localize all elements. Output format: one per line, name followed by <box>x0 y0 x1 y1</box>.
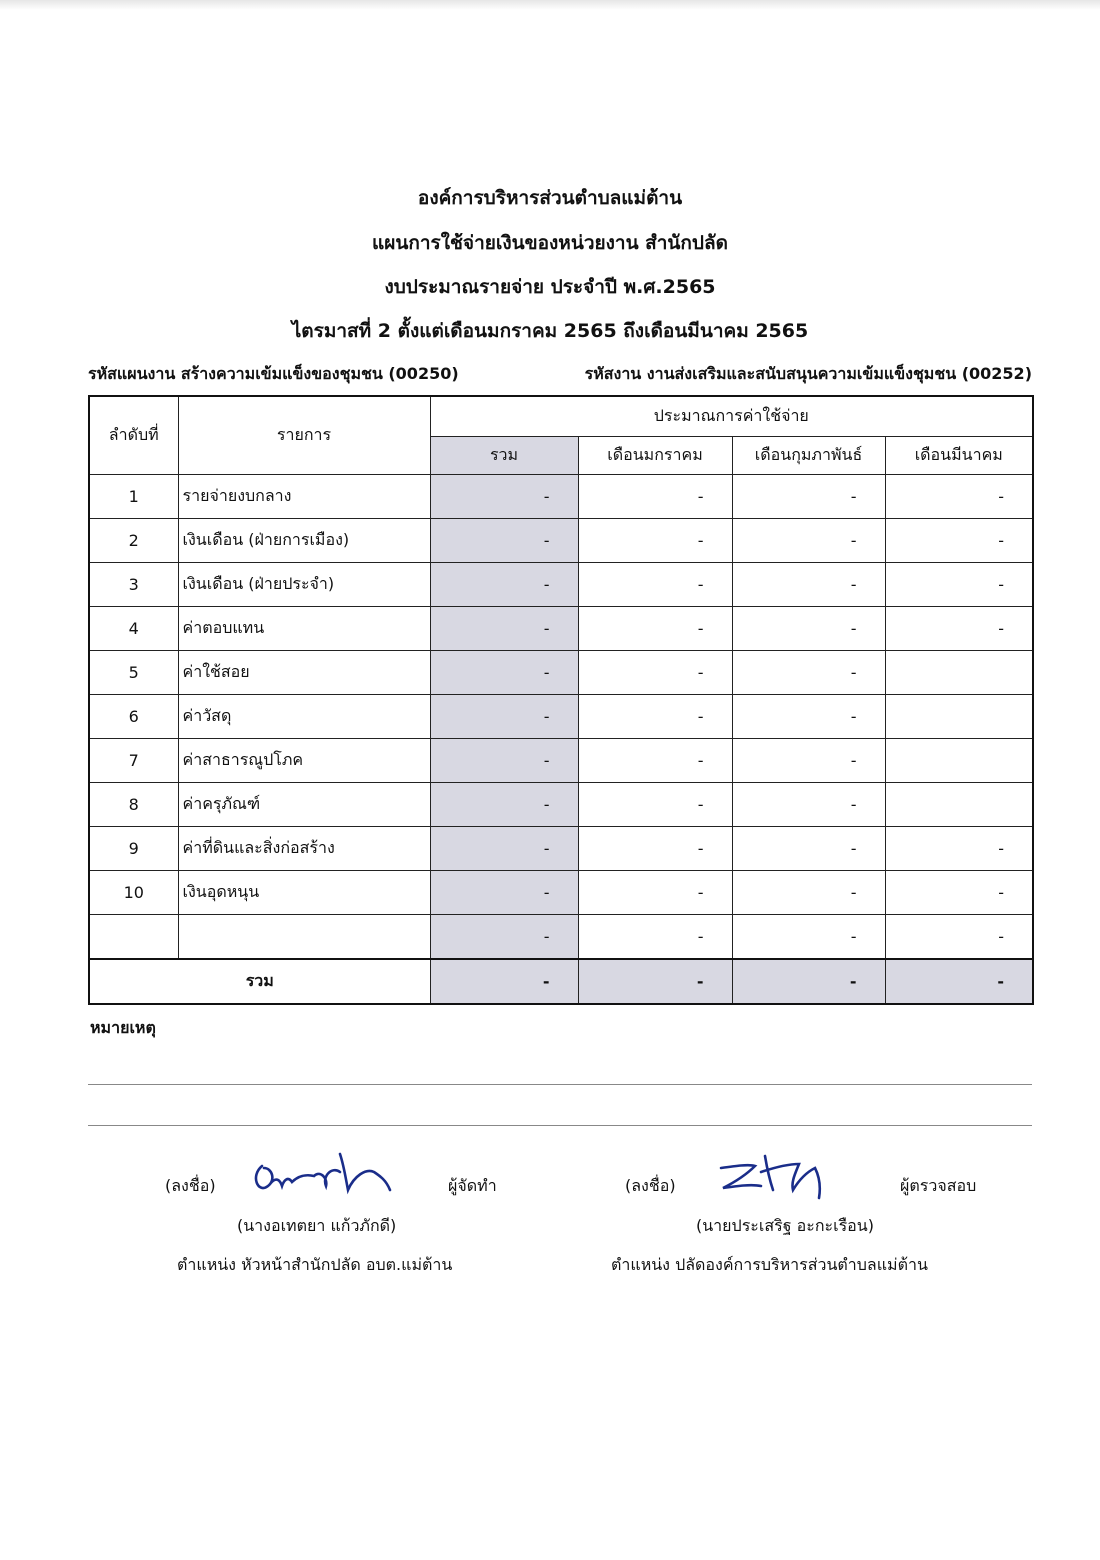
row-march: - <box>885 475 1033 519</box>
header-march: เดือนมีนาคม <box>885 437 1033 475</box>
remarks-line <box>88 1125 1032 1126</box>
header-estimate-group: ประมาณการค่าใช้จ่าย <box>430 396 1033 437</box>
plan-title: แผนการใช้จ่ายเงินของหน่วยงาน สำนักปลัด <box>372 232 728 254</box>
row-march: - <box>885 563 1033 607</box>
header-february: เดือนกุมภาพันธ์ <box>732 437 885 475</box>
row-march: - <box>885 607 1033 651</box>
row-january: - <box>578 739 732 783</box>
row-total: - <box>430 475 578 519</box>
row-total: - <box>430 871 578 915</box>
row-february: - <box>732 607 885 651</box>
row-february: - <box>732 871 885 915</box>
row-item: ค่าวัสดุ <box>178 695 430 739</box>
row-total: - <box>430 783 578 827</box>
table-row <box>89 607 1033 651</box>
checker-sign-prefix: (ลงชื่อ) <box>625 1176 676 1195</box>
quarter-range: ไตรมาสที่ 2 ตั้งแต่เดือนมกราคม 2565 ถึงเดือนมีนาคม 2565 <box>291 320 809 342</box>
row-march: - <box>885 915 1033 960</box>
row-march <box>885 783 1033 827</box>
header-item: รายการ <box>178 396 430 475</box>
checker-name: (นายประเสริฐ อะกะเรือน) <box>696 1216 874 1235</box>
table-row <box>89 783 1033 827</box>
row-february: - <box>732 651 885 695</box>
row-item: เงินอุดหนุน <box>178 871 430 915</box>
total-march: - <box>885 959 1033 1004</box>
preparer-sign-prefix: (ลงชื่อ) <box>165 1176 216 1195</box>
table-row <box>89 915 1033 960</box>
row-january: - <box>578 475 732 519</box>
row-number: 2 <box>89 519 178 563</box>
row-total: - <box>430 607 578 651</box>
row-january: - <box>578 871 732 915</box>
row-total: - <box>430 915 578 960</box>
row-february: - <box>732 783 885 827</box>
row-number: 9 <box>89 827 178 871</box>
table-row <box>89 739 1033 783</box>
row-march <box>885 739 1033 783</box>
table-row <box>89 695 1033 739</box>
org-title: องค์การบริหารส่วนตำบลแม่ต้าน <box>417 187 683 209</box>
row-february: - <box>732 475 885 519</box>
remarks-label: หมายเหตุ <box>90 1018 156 1037</box>
preparer-role: ผู้จัดทำ <box>448 1176 497 1195</box>
row-total: - <box>430 563 578 607</box>
row-january: - <box>578 519 732 563</box>
preparer-name: (นางอเทตยา แก้วภักดี) <box>237 1216 397 1235</box>
total-february: - <box>732 959 885 1004</box>
table-row <box>89 871 1033 915</box>
row-number: 10 <box>89 871 178 915</box>
row-february: - <box>732 695 885 739</box>
row-item: เงินเดือน (ฝ่ายประจำ) <box>178 563 430 607</box>
table-row <box>89 827 1033 871</box>
row-january: - <box>578 915 732 960</box>
row-january: - <box>578 827 732 871</box>
header-total: รวม <box>430 437 578 475</box>
plan-code: รหัสแผนงาน สร้างความเข้มแข็งของชุมชน (00250) <box>88 364 459 383</box>
row-january: - <box>578 695 732 739</box>
header-january: เดือนมกราคม <box>578 437 732 475</box>
budget-year: งบประมาณรายจ่าย ประจำปี พ.ศ.2565 <box>384 276 716 298</box>
row-january: - <box>578 563 732 607</box>
row-march <box>885 695 1033 739</box>
row-item: ค่าใช้สอย <box>178 651 430 695</box>
row-item: ค่าสาธารณูปโภค <box>178 739 430 783</box>
total-january: - <box>578 959 732 1004</box>
preparer-signature <box>248 1146 398 1202</box>
table-row <box>89 563 1033 607</box>
table-row <box>89 519 1033 563</box>
checker-position: ตำแหน่ง ปลัดองค์การบริหารส่วนตำบลแม่ต้าน <box>611 1255 928 1274</box>
header-no: ลำดับที่ <box>89 396 178 475</box>
row-february: - <box>732 915 885 960</box>
row-number: 3 <box>89 563 178 607</box>
table-row <box>89 475 1033 519</box>
row-number: 7 <box>89 739 178 783</box>
row-number: 6 <box>89 695 178 739</box>
row-february: - <box>732 827 885 871</box>
row-january: - <box>578 783 732 827</box>
row-total: - <box>430 651 578 695</box>
row-item <box>178 915 430 960</box>
row-item: รายจ่ายงบกลาง <box>178 475 430 519</box>
checker-signature <box>715 1150 845 1202</box>
row-total: - <box>430 827 578 871</box>
row-february: - <box>732 739 885 783</box>
row-march: - <box>885 519 1033 563</box>
row-total: - <box>430 739 578 783</box>
remarks-line <box>88 1084 1032 1085</box>
total-sum: - <box>430 959 578 1004</box>
row-number: 1 <box>89 475 178 519</box>
row-february: - <box>732 519 885 563</box>
row-march <box>885 651 1033 695</box>
row-item: เงินเดือน (ฝ่ายการเมือง) <box>178 519 430 563</box>
checker-role: ผู้ตรวจสอบ <box>900 1176 977 1195</box>
row-total: - <box>430 519 578 563</box>
codes-line <box>88 362 1032 387</box>
row-january: - <box>578 651 732 695</box>
total-label: รวม <box>89 959 430 1004</box>
total-row <box>89 959 1033 1004</box>
row-total: - <box>430 695 578 739</box>
table-row <box>89 651 1033 695</box>
row-item: ค่าตอบแทน <box>178 607 430 651</box>
row-item: ค่าครุภัณฑ์ <box>178 783 430 827</box>
row-number: 8 <box>89 783 178 827</box>
row-march: - <box>885 871 1033 915</box>
row-number: 4 <box>89 607 178 651</box>
expense-plan-table <box>88 395 1034 1005</box>
row-number <box>89 915 178 960</box>
row-number: 5 <box>89 651 178 695</box>
work-code: รหัสงาน งานส่งเสริมและสนับสนุนความเข้มแข็งชุมชน (00252) <box>584 364 1032 383</box>
preparer-position: ตำแหน่ง หัวหน้าสำนักปลัด อบต.แม่ต้าน <box>177 1255 453 1274</box>
row-item: ค่าที่ดินและสิ่งก่อสร้าง <box>178 827 430 871</box>
row-march: - <box>885 827 1033 871</box>
scan-edge <box>0 0 1100 10</box>
row-january: - <box>578 607 732 651</box>
row-february: - <box>732 563 885 607</box>
